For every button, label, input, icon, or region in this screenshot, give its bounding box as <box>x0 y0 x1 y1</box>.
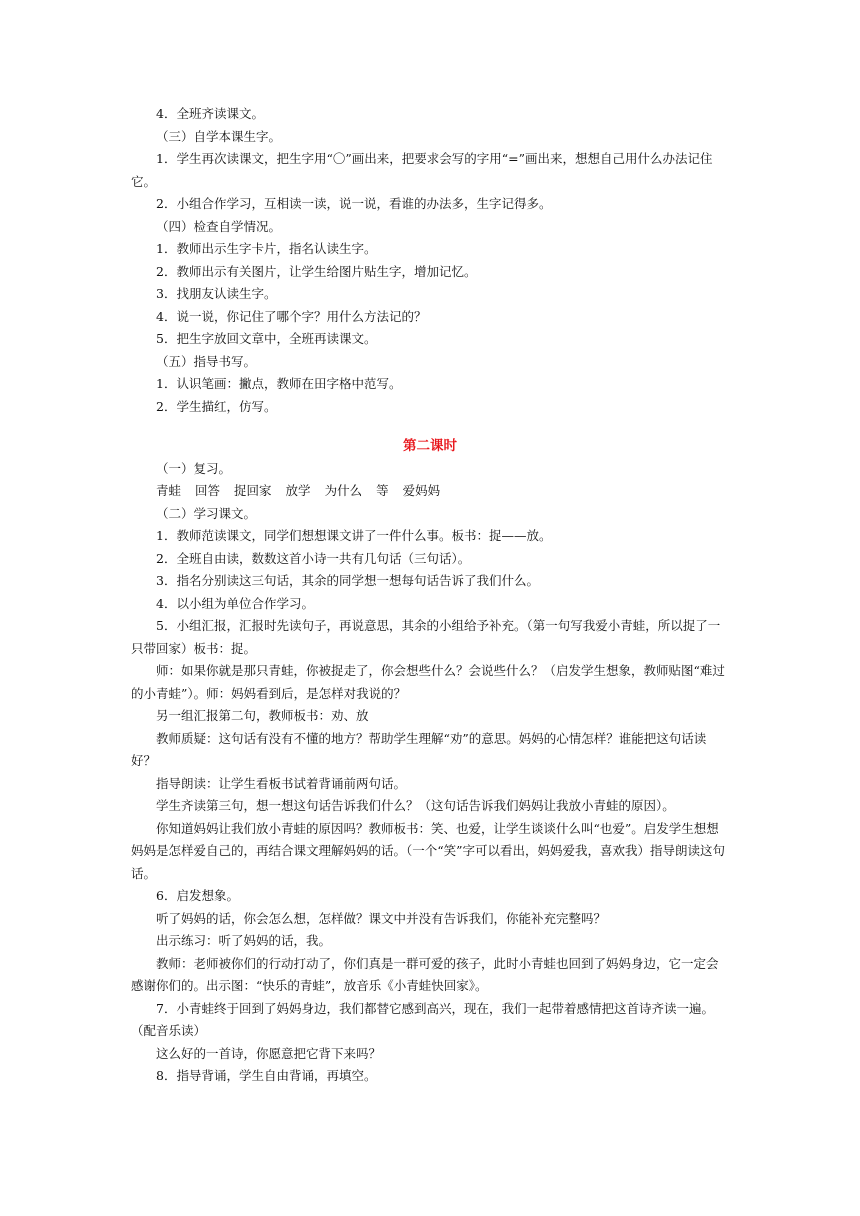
paragraph: 1．认识笔画：撇点，教师在田字格中范写。 <box>156 376 402 391</box>
paragraph: 出示练习：听了妈妈的话，我。 <box>156 933 332 948</box>
vocab-word: 等 <box>376 483 389 498</box>
paragraph: 1．教师出示生字卡片，指名认读生字。 <box>156 241 377 256</box>
paragraph: 学生齐读第三句，想一想这句话告诉我们什么？（这句话告诉我们妈妈让我放小青蛙的原因）。 <box>156 798 675 813</box>
paragraph: 师：如果你就是那只青蛙，你被捉走了，你会想些什么？会说些什么？（启发学生想象，教师贴图“难过的小青蛙”）。师：妈妈看到后，是怎样对我说的？ <box>131 663 725 701</box>
paragraph: 3．找朋友认读生字。 <box>156 286 277 301</box>
paragraph: 5．小组汇报，汇报时先读句子，再说意思，其余的小组给予补充。（第一句写我爱小青蛙，所以捉了一只带回家）板书：捉。 <box>131 618 721 656</box>
paragraph: 8．指导背诵，学生自由背诵，再填空。 <box>156 1068 377 1083</box>
paragraph: 4．全班齐读课文。 <box>156 106 264 121</box>
paragraph: 6．启发想象。 <box>156 888 239 903</box>
paragraph: 2．学生描红，仿写。 <box>156 398 277 414</box>
paragraph: 另一组汇报第二句，教师板书：劝、放 <box>156 708 369 723</box>
vocab-word: 青蛙 <box>156 483 182 498</box>
paragraph: 7．小青蛙终于回到了妈妈身边，我们都替它感到高兴，现在，我们一起带着感情把这首诗齐读一遍。（配音乐读） <box>131 1000 714 1038</box>
paragraph: 你知道妈妈让我们放小青蛙的原因吗？教师板书：笑、也爱，让学生谈谈什么叫“也爱”。启发学生想想妈妈是怎样爱自己的，再结合课文理解妈妈的话。（一个“笑”字可以看出，妈妈爱我，喜欢我）指导朗读这句话。 <box>131 820 726 881</box>
review-heading: （一）复习。 <box>156 460 232 476</box>
paragraph: （三）自学本课生字。 <box>156 128 282 144</box>
paragraph: 2．全班自由读，数数这首小诗一共有几句话（三句话）。 <box>156 550 471 566</box>
paragraph: 听了妈妈的话，你会怎么想，怎样做？课文中并没有告诉我们，你能补充完整吗？ <box>156 910 607 926</box>
paragraph: （四）检查自学情况。 <box>156 218 282 234</box>
paragraph: 教师：老师被你们的行动打动了，你们真是一群可爱的孩子，此时小青蛙也回到了妈妈身边，它一定会感谢你们的。出示图：“快乐的青蛙”，放音乐《小青蛙快回家》。 <box>131 955 719 993</box>
paragraph: 1．学生再次读课文，把生字用“〇”画出来，把要求会写的字用“=”画出来，想想自己用什么办法记住它。 <box>131 151 713 189</box>
vocab-word: 爱妈妈 <box>402 483 441 498</box>
paragraph: 这么好的一首诗，你愿意把它背下来吗？ <box>156 1045 382 1061</box>
vocab-word: 捉回家 <box>234 483 272 498</box>
paragraph: （二）学习课文。 <box>156 505 257 521</box>
paragraph: 4．说一说，你记住了哪个字？用什么方法记的？ <box>156 308 427 324</box>
paragraph: 2．小组合作学习，互相读一读，说一说，看谁的办法多，生字记得多。 <box>156 196 552 211</box>
paragraph: 教师质疑：这句话有没有不懂的地方？帮助学生理解“劝”的意思。妈妈的心情怎样？谁能把这句话读好？ <box>131 730 707 768</box>
vocabulary-list <box>131 480 729 503</box>
vocab-word: 回答 <box>195 483 221 498</box>
paragraph: 指导朗读：让学生看板书试着背诵前两句话。 <box>156 775 407 791</box>
vocab-word: 放学 <box>285 483 311 498</box>
paragraph: 5．把生字放回文章中，全班再读课文。 <box>156 331 377 346</box>
paragraph: 4．以小组为单位合作学习。 <box>156 595 314 611</box>
document-page <box>131 103 729 1088</box>
lesson-one-section <box>131 103 729 418</box>
lesson-two-section <box>131 503 729 1088</box>
paragraph: 1．教师范读课文，同学们想想课文讲了一件什么事。板书：捉——放。 <box>156 528 552 543</box>
paragraph: （五）指导书写。 <box>156 353 257 369</box>
paragraph: 3．指名分别读这三句话，其余的同学想一想每句话告诉了我们什么。 <box>156 573 539 588</box>
vocab-word: 为什么 <box>324 483 363 498</box>
paragraph: 2．教师出示有关图片，让学生给图片贴生字，增加记忆。 <box>156 263 477 279</box>
section-title: 第二课时 <box>403 438 457 454</box>
